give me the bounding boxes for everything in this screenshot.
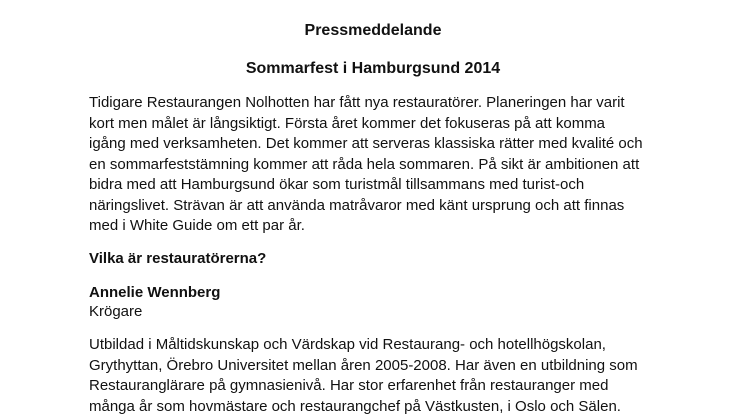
person-name: Annelie Wennberg [89, 284, 221, 301]
section-heading: Vilka är restauratörerna? [89, 250, 267, 267]
document-title: Sommarfest i Hamburgsund 2014 [245, 60, 501, 77]
person-role: Krögare [89, 303, 143, 320]
person-bio: Utbildad i Måltidskunskap och Värdskap vid Restaurang- och hotellhögskolan, Grythyttan, Örebro Universitet mellan åren 2005-2008. Har även en utbildning som Restauranglärare på gymnasienivå. Har stor erfarenhet från restauranger med många år som hovmästare och restaurangchef på Västkusten, i Oslo och Sälen. [89, 336, 638, 415]
intro-paragraph: Tidigare Restaurangen Nolhotten har fått nya restauratörer. Planeringen har varit kort men målet är långsiktigt. Första året kommer det fokuseras på att komma igång med verksamheten. Det kommer att serveras klassiska rätter med kvalité och en sommarfeststämning kommer att råda hela sommaren. På sikt är ambitionen att bidra med att Hamburgsund ökar som turistmål tillsammans med turist-och näringslivet. Strävan är att använda matråvaror med känt ursprung och att finnas med i White Guide om ett par år. [89, 94, 643, 234]
document-label: Pressmeddelande [304, 22, 442, 39]
